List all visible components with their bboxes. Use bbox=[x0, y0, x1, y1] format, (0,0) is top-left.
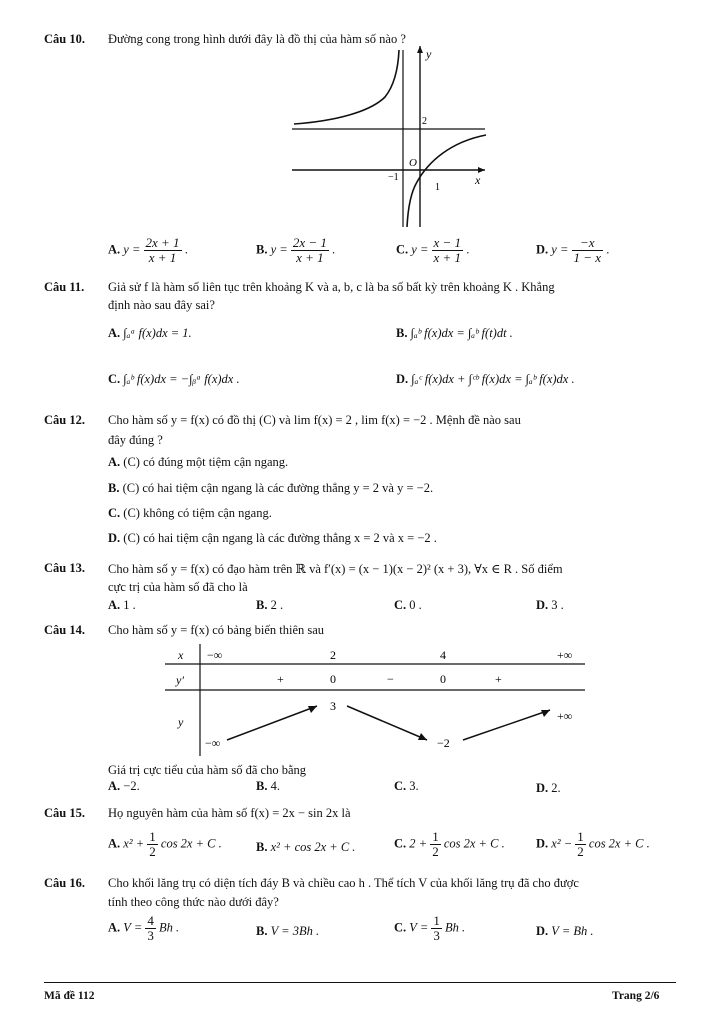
page-number: Trang 2/6 bbox=[612, 990, 660, 1002]
hyperbola-graph bbox=[290, 42, 490, 232]
question-text: tính theo công thức nào dưới đây? bbox=[108, 895, 279, 909]
option-c[interactable] bbox=[396, 236, 469, 265]
decrease-arrow bbox=[347, 706, 427, 740]
option-text: 2 . bbox=[270, 598, 284, 612]
row-label-dy: y′ bbox=[176, 673, 184, 687]
option-suffix: cos 2x + C . bbox=[443, 836, 505, 851]
question-number: Câu 14. bbox=[44, 623, 85, 637]
option-text: (C) có hai tiệm cận ngang là các đường thẳng x = 2 và x = −2 . bbox=[123, 531, 437, 545]
origin-label: O bbox=[409, 157, 417, 169]
derivative-sign: − bbox=[387, 672, 394, 686]
numerator: 1 bbox=[433, 913, 440, 928]
derivative-zero: 0 bbox=[440, 672, 446, 686]
option-d[interactable] bbox=[536, 598, 564, 613]
derivative-zero: 0 bbox=[330, 672, 336, 686]
option-label: A. bbox=[108, 920, 121, 935]
option-label: C. bbox=[394, 920, 407, 935]
option-c[interactable] bbox=[394, 598, 422, 613]
denominator: 2 bbox=[149, 844, 156, 859]
denominator: 1 − x bbox=[573, 250, 602, 265]
option-prefix: y = bbox=[270, 242, 288, 257]
numerator: 1 bbox=[432, 829, 439, 844]
arrowhead bbox=[541, 710, 550, 717]
option-b[interactable] bbox=[396, 326, 513, 341]
option-suffix: . bbox=[332, 242, 336, 257]
option-label: C. bbox=[108, 506, 121, 520]
derivative-sign: + bbox=[495, 672, 502, 686]
option-label: D. bbox=[108, 531, 121, 545]
option-d[interactable] bbox=[536, 781, 561, 796]
x-value: −∞ bbox=[207, 648, 223, 662]
option-prefix: 2 + bbox=[409, 836, 428, 851]
option-label: A. bbox=[108, 455, 121, 469]
row-label-x: x bbox=[178, 648, 184, 662]
exam-code: Mã đề 112 bbox=[44, 990, 95, 1002]
question-text: Đường cong trong hình dưới đây là đồ thị của hàm số nào ? bbox=[108, 32, 406, 46]
question-text: cực trị của hàm số đã cho là bbox=[108, 580, 248, 594]
option-c[interactable] bbox=[394, 830, 505, 859]
question-number: Câu 12. bbox=[44, 413, 85, 427]
option-label: D. bbox=[536, 598, 549, 612]
question-number: Câu 16. bbox=[44, 876, 85, 890]
numerator: −x bbox=[572, 236, 604, 251]
option-b[interactable] bbox=[108, 481, 433, 496]
option-b[interactable] bbox=[256, 779, 280, 794]
y-value: −2 bbox=[437, 736, 450, 750]
tick-label-one: 1 bbox=[435, 182, 440, 193]
option-label: C. bbox=[394, 779, 407, 793]
fraction bbox=[572, 236, 604, 265]
option-a[interactable] bbox=[108, 455, 288, 470]
option-prefix: y = bbox=[411, 242, 429, 257]
numerator: 2x + 1 bbox=[145, 235, 180, 250]
x-axis-label: x bbox=[475, 173, 481, 187]
numerator: 4 bbox=[147, 913, 154, 928]
option-label: B. bbox=[256, 779, 268, 793]
option-prefix: V = bbox=[123, 920, 143, 935]
left-branch bbox=[294, 50, 399, 124]
numerator: 2x − 1 bbox=[292, 235, 327, 250]
numerator: 1 bbox=[577, 829, 584, 844]
increase-arrow bbox=[463, 710, 550, 740]
option-suffix: . bbox=[606, 242, 610, 257]
option-text: 4. bbox=[270, 779, 280, 793]
question-text: Giả sử f là hàm số liên tục trên khoảng K và a, b, c là ba số bất kỳ trên khoảng K . Khẳng bbox=[108, 280, 555, 294]
option-label: A. bbox=[108, 779, 121, 793]
option-suffix: cos 2x + C . bbox=[588, 836, 650, 851]
denominator: 2 bbox=[577, 844, 584, 859]
option-label: D. bbox=[536, 836, 549, 851]
option-label: B. bbox=[396, 326, 408, 340]
option-label: B. bbox=[108, 481, 120, 495]
option-label: B. bbox=[256, 924, 268, 938]
option-suffix: . bbox=[184, 242, 188, 257]
option-b[interactable] bbox=[256, 924, 319, 939]
option-c[interactable] bbox=[394, 914, 465, 943]
option-a[interactable] bbox=[108, 779, 140, 794]
option-text: (C) không có tiệm cận ngang. bbox=[123, 506, 272, 520]
option-prefix: V = 3Bh . bbox=[270, 924, 320, 938]
question-text: Giá trị cực tiểu của hàm số đã cho bằng bbox=[108, 763, 307, 777]
option-label: B. bbox=[256, 242, 268, 257]
question-text: định nào sau đây sai? bbox=[108, 298, 215, 312]
option-prefix: V = Bh . bbox=[551, 924, 594, 938]
question-number: Câu 11. bbox=[44, 280, 85, 294]
option-expression: ∫ₐᶜ f(x)dx + ∫ᶜᵇ f(x)dx = ∫ₐᵇ f(x)dx . bbox=[411, 372, 575, 386]
option-b[interactable] bbox=[256, 598, 283, 613]
x-value: +∞ bbox=[557, 648, 573, 662]
option-a[interactable] bbox=[108, 236, 188, 265]
denominator: x + 1 bbox=[433, 250, 462, 265]
fraction bbox=[144, 236, 182, 265]
fraction bbox=[291, 236, 329, 265]
question-number: Câu 15. bbox=[44, 806, 85, 820]
option-text: 3. bbox=[409, 779, 419, 793]
option-label: C. bbox=[394, 836, 407, 851]
option-text: 0 . bbox=[409, 598, 422, 612]
question-text: Cho hàm số y = f(x) có bảng biến thiên sau bbox=[108, 623, 325, 637]
option-suffix: cos 2x + C . bbox=[160, 836, 222, 851]
option-prefix: x² + bbox=[123, 836, 145, 851]
numerator: 1 bbox=[149, 829, 156, 844]
x-value: 4 bbox=[440, 648, 446, 662]
option-d[interactable] bbox=[536, 236, 609, 265]
y-axis-arrow bbox=[417, 46, 423, 53]
increase-arrow bbox=[227, 706, 317, 740]
y-value: +∞ bbox=[557, 709, 573, 723]
question-text: đây đúng ? bbox=[108, 433, 163, 447]
option-text: (C) có đúng một tiệm cận ngang. bbox=[123, 455, 289, 469]
option-a[interactable] bbox=[108, 598, 136, 613]
option-d[interactable] bbox=[536, 924, 594, 939]
question-number: Câu 10. bbox=[44, 32, 85, 46]
denominator: x + 1 bbox=[296, 250, 324, 265]
denominator: x + 1 bbox=[148, 250, 177, 265]
option-c[interactable] bbox=[108, 372, 240, 387]
option-a[interactable] bbox=[108, 830, 222, 859]
denominator: 3 bbox=[147, 928, 154, 943]
fraction bbox=[145, 914, 156, 943]
denominator: 2 bbox=[432, 844, 439, 859]
option-d[interactable] bbox=[108, 531, 437, 546]
option-text: 3 . bbox=[551, 598, 564, 612]
tick-label-minus-one: −1 bbox=[388, 172, 399, 183]
row-label-y: y bbox=[178, 715, 184, 729]
option-label: D. bbox=[536, 924, 549, 938]
option-suffix: Bh . bbox=[159, 920, 180, 935]
option-label: C. bbox=[394, 598, 407, 612]
tick-label-two: 2 bbox=[422, 116, 427, 127]
option-c[interactable] bbox=[108, 506, 272, 521]
option-label: D. bbox=[536, 242, 549, 257]
option-a[interactable] bbox=[108, 914, 179, 943]
option-label: B. bbox=[256, 598, 268, 612]
option-label: A. bbox=[108, 242, 121, 257]
option-c[interactable] bbox=[394, 779, 419, 794]
option-label: A. bbox=[108, 326, 121, 340]
question-text: Họ nguyên hàm của hàm số f(x) = 2x − sin 2x là bbox=[108, 806, 351, 820]
y-value: 3 bbox=[330, 699, 336, 713]
question-number: Câu 13. bbox=[44, 561, 85, 575]
option-a[interactable] bbox=[108, 326, 192, 341]
option-b[interactable] bbox=[256, 236, 335, 265]
option-label: A. bbox=[108, 598, 121, 612]
option-label: D. bbox=[536, 781, 549, 795]
fraction bbox=[432, 236, 464, 265]
option-prefix: y = bbox=[123, 242, 141, 257]
option-prefix: y = bbox=[551, 242, 569, 257]
option-label: C. bbox=[396, 242, 409, 257]
footer-rule bbox=[44, 982, 676, 983]
question-text: Cho hàm số y = f(x) có đồ thị (C) và lim f(x) = 2 , lim f(x) = −2 . Mệnh đề nào sau bbox=[108, 413, 521, 427]
denominator: 3 bbox=[433, 928, 440, 943]
y-value: −∞ bbox=[205, 736, 221, 750]
option-suffix: . bbox=[466, 242, 470, 257]
question-text: Cho khối lăng trụ có diện tích đáy B và chiều cao h . Thể tích V của khối lăng trụ đã cho được bbox=[108, 876, 579, 890]
variation-table bbox=[165, 644, 590, 759]
option-b[interactable] bbox=[256, 840, 355, 855]
numerator: x − 1 bbox=[433, 235, 462, 250]
option-expression: ∫ₐᵃ f(x)dx = 1. bbox=[123, 326, 192, 340]
y-axis-label: y bbox=[426, 47, 432, 61]
option-expression: ∫ₐᵇ f(x)dx = −∫ᵦᵃ f(x)dx . bbox=[123, 372, 240, 386]
option-text: 1 . bbox=[123, 598, 136, 612]
option-suffix: Bh . bbox=[445, 920, 466, 935]
fraction bbox=[575, 830, 586, 859]
option-text: −2. bbox=[123, 779, 140, 793]
option-prefix: V = bbox=[409, 920, 429, 935]
option-d[interactable] bbox=[536, 830, 650, 859]
option-label: D. bbox=[396, 372, 409, 386]
derivative-sign: + bbox=[277, 672, 284, 686]
fraction bbox=[431, 914, 442, 943]
fraction bbox=[147, 830, 158, 859]
option-label: B. bbox=[256, 840, 268, 854]
option-prefix: x² + cos 2x + C . bbox=[270, 840, 356, 854]
option-expression: ∫ₐᵇ f(x)dx = ∫ₐᵇ f(t)dt . bbox=[410, 326, 513, 340]
x-value: 2 bbox=[330, 648, 336, 662]
option-d[interactable] bbox=[396, 372, 575, 387]
option-label: C. bbox=[108, 372, 121, 386]
option-prefix: x² − bbox=[551, 836, 573, 851]
question-text: Cho hàm số y = f(x) có đạo hàm trên ℝ và f′(x) = (x − 1)(x − 2)² (x + 3), ∀x ∈ R . Số điểm bbox=[108, 562, 563, 576]
option-text: (C) có hai tiệm cận ngang là các đường thẳng y = 2 và y = −2. bbox=[122, 481, 434, 495]
option-text: 2. bbox=[551, 781, 561, 795]
fraction bbox=[430, 830, 441, 859]
option-label: A. bbox=[108, 836, 121, 851]
